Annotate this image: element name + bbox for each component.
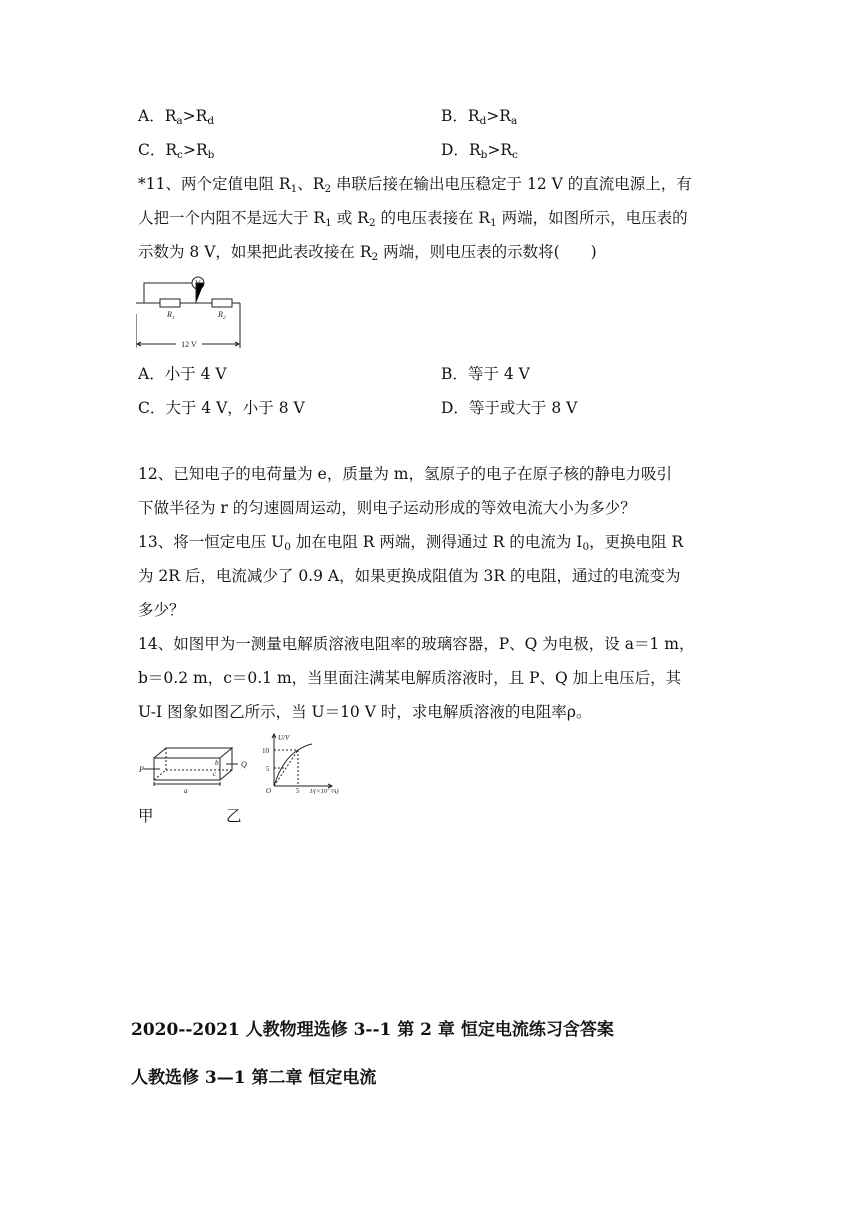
q13-line-3: 多少？ <box>138 601 185 619</box>
q14-container-figure <box>136 744 254 796</box>
electrode-q-label: Q <box>241 760 247 769</box>
section-title: 2020--2021 人教物理选修 3--1 第 2 章 恒定电流练习含答案 <box>131 1020 614 1040</box>
dim-c-label: c <box>213 770 217 778</box>
figure-caption-yi: 乙 <box>226 807 242 825</box>
r1-label: $R_1$ <box>167 310 175 321</box>
q13-line-1: 13、将一恒定电压 $U_0$ 加在电阻 R 两端，测得通过 R 的电流为 $I_0$，更换电阻 R <box>138 533 684 553</box>
q10-option-c: C．$R_c>R_b$ <box>138 141 215 161</box>
r2-label: $R_2$ <box>218 310 226 321</box>
q11-line-1: *11、两个定值电阻 $R_1$、$R_2$ 串联后接在输出电压稳定于 12 V 的直流电源上，有 <box>138 175 692 195</box>
q13-line-2: 为 2R 后，电流减少了 0.9 A，如果更换成阻值为 3R 的电阻，通过的电流变为 <box>138 567 681 585</box>
dim-b-label: b <box>215 759 219 767</box>
q11-option-a: A．小于 4 V <box>138 365 227 383</box>
graph-y5: 5 <box>266 765 270 773</box>
q11-option-d: D．等于或大于 8 V <box>441 399 578 417</box>
q11-option-b: B．等于 4 V <box>441 365 530 383</box>
q12-line-2: 下做半径为 r 的匀速圆周运动，则电子运动形成的等效电流大小为多少？ <box>138 499 636 517</box>
q14-line-3: U-I 图象如图乙所示，当 U＝10 V 时，求电解质溶液的电阻率ρ。 <box>138 703 592 721</box>
graph-x5: 5 <box>296 787 300 795</box>
q11-option-c: C．大于 4 V，小于 8 V <box>138 399 305 417</box>
q10-option-d: D．$R_b>R_c$ <box>441 141 518 161</box>
q14-ui-graph <box>258 730 362 800</box>
q14-line-1: 14、如图甲为一测量电解质溶液电阻率的玻璃容器，P、Q 为电极，设 a＝1 m， <box>138 635 695 653</box>
voltage-label: 12 V <box>181 340 197 349</box>
dim-a-label: a <box>184 787 188 795</box>
q11-circuit-figure <box>136 272 246 354</box>
q10-option-a: A．$R_a>R_d$ <box>138 107 215 127</box>
electrode-p-label: P <box>139 765 144 774</box>
q11-line-3: 示数为 8 V，如果把此表改接在 $R_2$ 两端，则电压表的示数将( ) <box>138 243 597 263</box>
q14-line-2: b＝0.2 m，c＝0.1 m，当里面注满某电解质溶液时，且 P、Q 加上电压后，其 <box>138 669 682 687</box>
q11-line-2: 人把一个内阻不是远大于 $R_1$ 或 $R_2$ 的电压表接在 $R_1$ 两端，如图所示，电压表的 <box>138 209 688 229</box>
graph-origin: O <box>266 787 272 795</box>
q10-option-b: B．$R_d>R_a$ <box>441 107 518 127</box>
q12-line-1: 12、已知电子的电荷量为 e，质量为 m，氢原子的电子在原子核的静电力吸引 <box>138 465 672 483</box>
section-subtitle: 人教选修 3—1 第二章 恒定电流 <box>131 1068 377 1088</box>
graph-y10: 10 <box>262 747 269 755</box>
figure-caption-jia: 甲 <box>138 807 154 825</box>
graph-xlabel: I/(×10⁻³A) <box>310 788 339 795</box>
graph-ylabel: U/V <box>278 734 290 742</box>
